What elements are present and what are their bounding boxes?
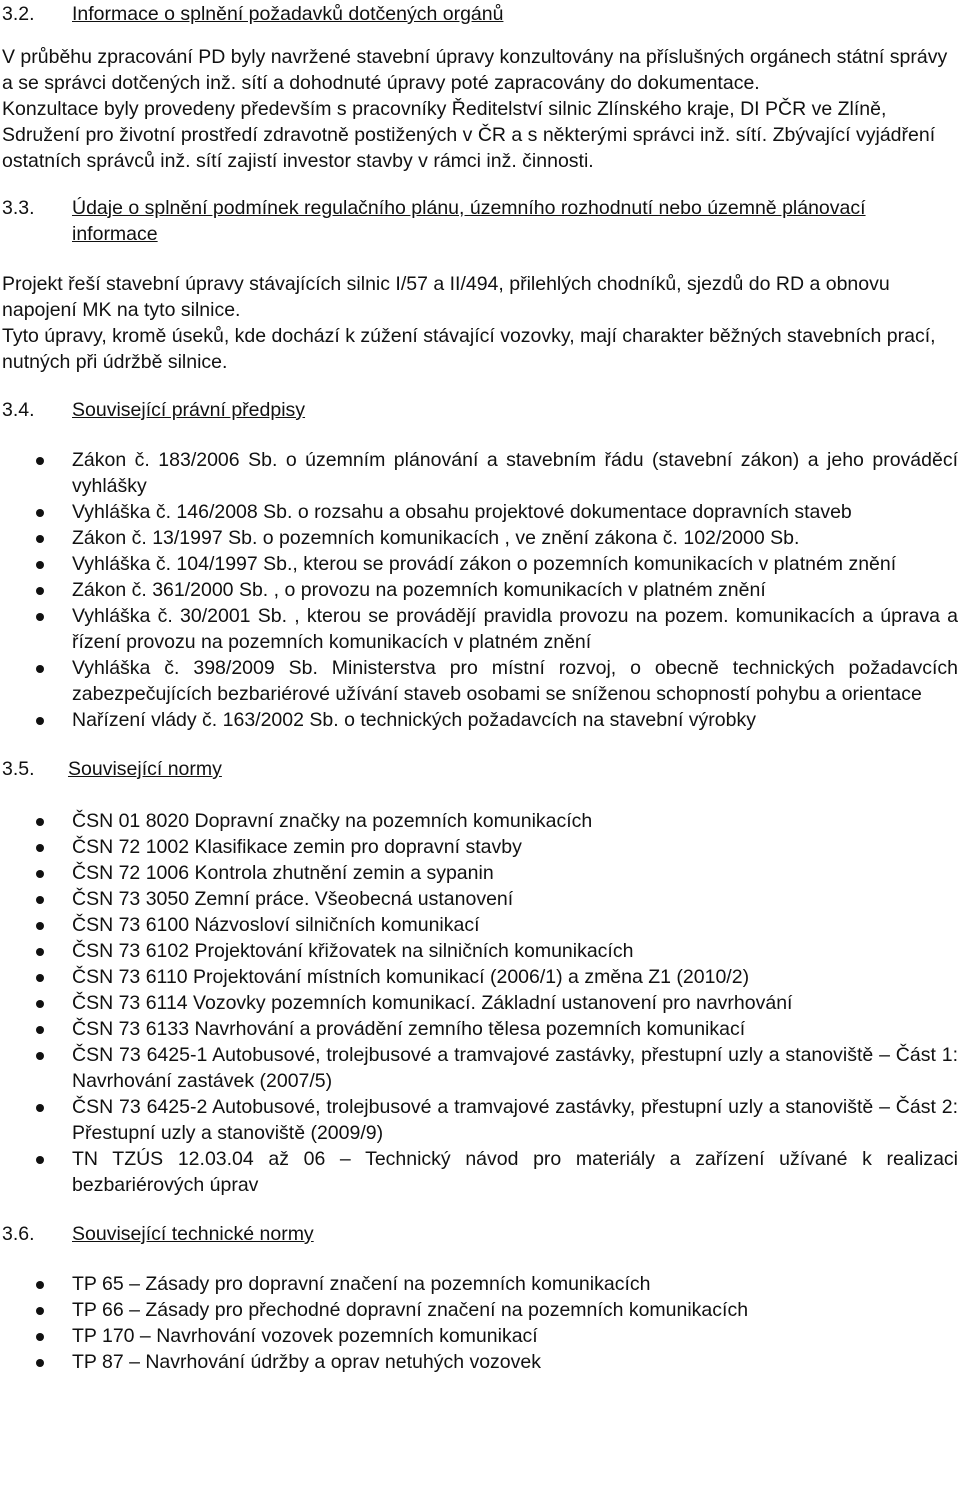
section-title: Údaje o splnění podmínek regulačního plánu, územního rozhodnutí nebo územně plánovací informace — [72, 197, 866, 245]
list-item: Vyhláška č. 104/1997 Sb., kterou se provádí zákon o pozemních komunikacích v platném znění — [2, 551, 958, 577]
list-item: TP 87 – Navrhování údržby a oprav netuhých vozovek — [2, 1349, 958, 1375]
section-heading-3-2 — [2, 1, 958, 27]
list-item: ČSN 73 6114 Vozovky pozemních komunikací. Základní ustanovení pro navrhování — [2, 990, 958, 1016]
list-item: Zákon č. 183/2006 Sb. o územním plánování a stavebním řádu (stavební zákon) a jeho prováděcí vyhlášky — [2, 447, 958, 499]
list-item: TP 66 – Zásady pro přechodné dopravní značení na pozemních komunikacích — [2, 1297, 958, 1323]
document-page — [0, 1, 960, 1375]
section-number: 3.5. — [2, 758, 35, 780]
list-item: Zákon č. 13/1997 Sb. o pozemních komunikacích , ve znění zákona č. 102/2000 Sb. — [2, 525, 958, 551]
section-number: 3.2. — [2, 3, 35, 25]
list-item: TP 65 – Zásady pro dopravní značení na pozemních komunikacích — [2, 1271, 958, 1297]
list-item: Vyhláška č. 146/2008 Sb. o rozsahu a obsahu projektové dokumentace dopravních staveb — [2, 499, 958, 525]
list-item: ČSN 72 1002 Klasifikace zemin pro dopravní stavby — [2, 834, 958, 860]
technical-norms-list — [2, 1271, 958, 1375]
list-item: ČSN 73 6425-1 Autobusové, trolejbusové a tramvajové zastávky, přestupní uzly a stanoviště – Část 1: Navrhování zastávek (2007/5) — [2, 1042, 958, 1094]
section-heading-3-5 — [2, 756, 958, 782]
list-item: ČSN 73 6133 Navrhování a provádění zemního tělesa pozemních komunikací — [2, 1016, 958, 1042]
list-item: Vyhláška č. 30/2001 Sb. , kterou se provádějí pravidla provozu na pozem. komunikacích a úprava a řízení provozu na pozemních komunikacích v platném znění — [2, 603, 958, 655]
list-item: TN TZÚS 12.03.04 až 06 – Technický návod pro materiály a zařízení užívané k realizaci bezbariérových úprav — [2, 1146, 958, 1198]
paragraph: Tyto úpravy, kromě úseků, kde dochází k zúžení stávající vozovky, mají charakter běžných stavebních prací, nutných při údržbě silnice. — [2, 325, 936, 373]
section-heading-3-3 — [2, 195, 958, 247]
section-title: Související normy — [68, 758, 222, 780]
list-item: Nařízení vlády č. 163/2002 Sb. o technických požadavcích na stavební výrobky — [2, 707, 958, 733]
paragraph: Projekt řeší stavební úpravy stávajících silnic I/57 a II/494, přilehlých chodníků, sjezdů do RD a obnovu napojení MK na tyto silnice. — [2, 273, 890, 321]
section-title: Související technické normy — [72, 1223, 314, 1245]
legal-regulations-list — [2, 447, 958, 733]
section-number: 3.3. — [2, 197, 35, 219]
section-heading-3-6 — [2, 1221, 958, 1247]
section-number: 3.4. — [2, 399, 35, 421]
paragraph: V průběhu zpracování PD byly navržené stavební úpravy konzultovány na příslušných orgánech státní správy a se správci dotčených inž. sítí a dohodnuté úpravy poté zapracovány do dokumentace. — [2, 46, 948, 94]
list-item: ČSN 73 3050 Zemní práce. Všeobecná ustanovení — [2, 886, 958, 912]
section-title: Informace o splnění požadavků dotčených orgánů — [72, 3, 504, 25]
list-item: ČSN 73 6110 Projektování místních komunikací (2006/1) a změna Z1 (2010/2) — [2, 964, 958, 990]
section-number: 3.6. — [2, 1223, 35, 1245]
list-item: ČSN 73 6100 Názvosloví silničních komunikací — [2, 912, 958, 938]
section-heading-3-4 — [2, 397, 958, 423]
list-item: ČSN 73 6102 Projektování křižovatek na silničních komunikacích — [2, 938, 958, 964]
section-title: Související právní předpisy — [72, 399, 306, 421]
list-item: Vyhláška č. 398/2009 Sb. Ministerstva pro místní rozvoj, o obecně technických požadavcích zabezpečujících bezbariérové užívání staveb osobami se sníženou schopností pohybu a orientace — [2, 655, 958, 707]
list-item: Zákon č. 361/2000 Sb. , o provozu na pozemních komunikacích v platném znění — [2, 577, 958, 603]
list-item: ČSN 72 1006 Kontrola zhutnění zemin a sypanin — [2, 860, 958, 886]
standards-list — [2, 808, 958, 1198]
list-item: TP 170 – Navrhování vozovek pozemních komunikací — [2, 1323, 958, 1349]
list-item: ČSN 73 6425-2 Autobusové, trolejbusové a tramvajové zastávky, přestupní uzly a stanoviště – Část 2: Přestupní uzly a stanoviště (2009/9) — [2, 1094, 958, 1146]
list-item: ČSN 01 8020 Dopravní značky na pozemních komunikacích — [2, 808, 958, 834]
paragraph: Konzultace byly provedeny především s pracovníky Ředitelství silnic Zlínského kraje, DI PČR ve Zlíně, Sdružení pro životní prostředí zdravotně postižených v ČR a s některými správci inž. sítí. Zbývající vyjádření ostatních správců inž. sítí zajistí investor stavby v rámci inž. činnosti. — [2, 98, 936, 172]
